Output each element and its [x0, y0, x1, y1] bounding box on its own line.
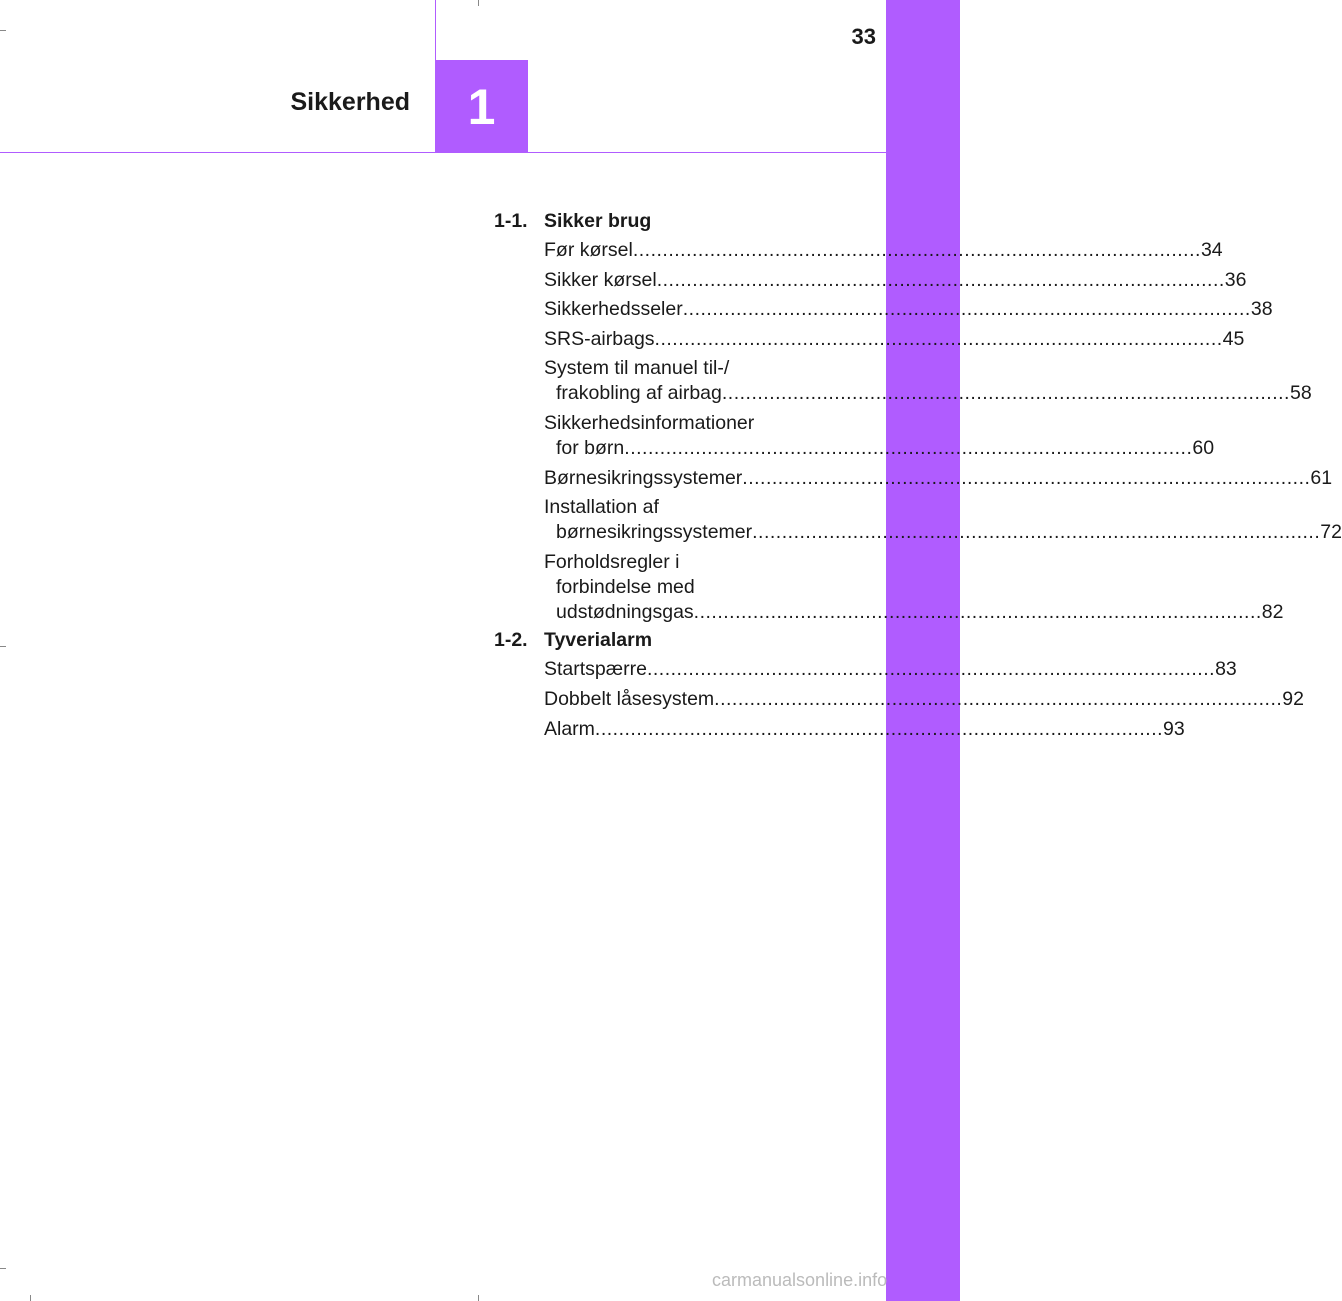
entry-title: SRS-airbags: [544, 327, 655, 350]
page-number: 33: [851, 24, 876, 49]
entry-title: for børn: [556, 436, 625, 459]
entry-page: 82: [1261, 600, 1284, 623]
entry-title: Sikker kørsel: [544, 268, 657, 291]
section-title: Sikker brug: [544, 210, 652, 232]
entry-page: 61: [1310, 466, 1333, 489]
entry-page: 83: [1215, 658, 1237, 681]
toc-entry[interactable]: [544, 327, 1245, 352]
entry-page: 92: [1282, 687, 1304, 710]
entry-title: Startspærre: [544, 658, 647, 681]
entry-page: 93: [1163, 717, 1185, 740]
entry-title: Dobbelt låsesystem: [544, 687, 715, 710]
entry-page: 60: [1192, 436, 1215, 459]
entry-title: udstødningsgas: [556, 600, 694, 623]
entry-title: System til manuel til-/: [544, 357, 730, 380]
entry-page: 38: [1250, 298, 1273, 321]
entry-title: Installation af: [544, 496, 659, 519]
toc-entry[interactable]: [544, 356, 1312, 406]
toc-entry[interactable]: [544, 238, 1223, 263]
toc-entry[interactable]: [544, 268, 1247, 293]
crop-mark: [478, 0, 479, 6]
entry-title: frakobling af airbag: [556, 382, 722, 405]
crop-mark: [0, 646, 6, 647]
entry-title: børnesikringssystemer: [556, 521, 753, 544]
chapter-tab-bar: [886, 0, 960, 1301]
entry-page: 58: [1289, 382, 1312, 405]
chapter-title: Sikkerhed: [290, 88, 410, 116]
entry-title: Før kørsel: [544, 239, 633, 261]
toc-entry[interactable]: [544, 466, 1333, 491]
entry-page: 72: [1320, 521, 1342, 544]
entry-title: Alarm: [544, 717, 595, 740]
section-number: 1-1.: [494, 210, 528, 232]
toc-entry[interactable]: [544, 495, 1342, 545]
toc-section: [490, 629, 830, 657]
crop-mark: [478, 1295, 479, 1301]
toc-entry[interactable]: [544, 411, 1215, 461]
crop-mark: [0, 1268, 6, 1269]
toc-entry[interactable]: [544, 717, 1185, 742]
crop-mark: [0, 30, 6, 31]
toc-entry[interactable]: [544, 657, 1237, 682]
section-title: Tyverialarm: [544, 629, 653, 652]
entry-page: 34: [1200, 239, 1223, 261]
table-of-contents: [490, 208, 1342, 746]
entry-page: 36: [1224, 268, 1247, 291]
entry-title: forbindelse med: [556, 575, 695, 598]
entry-title: Sikkerhedsinformationer: [544, 411, 755, 434]
crop-mark: [30, 1295, 31, 1301]
toc-entry[interactable]: [544, 550, 1284, 625]
header-divider: [435, 0, 436, 60]
entry-page: 45: [1222, 327, 1245, 350]
toc-entry[interactable]: [544, 297, 1273, 322]
watermark: carmanualsonline.info: [712, 1270, 888, 1290]
section-number: 1-2.: [494, 629, 528, 652]
entry-title: Sikkerhedsseler: [544, 298, 683, 321]
chapter-number-badge: 1: [435, 60, 528, 153]
toc-entry[interactable]: [544, 687, 1304, 712]
entry-title: Børnesikringssystemer: [544, 466, 743, 489]
entry-title: Forholdsregler i: [544, 550, 680, 573]
toc-section: [490, 210, 830, 238]
